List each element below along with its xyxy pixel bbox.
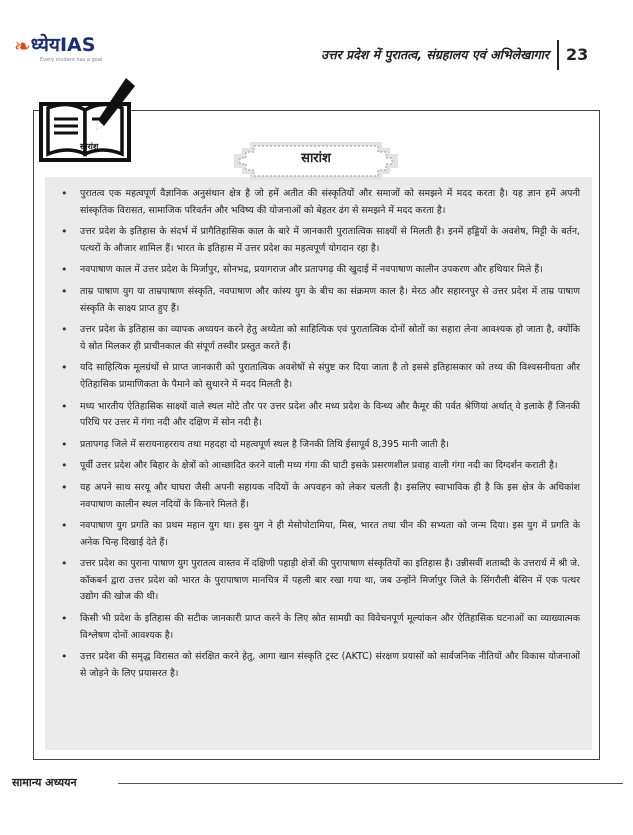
open-book-pen-icon [38, 74, 138, 166]
footer-label: सामान्य अध्ययन [12, 776, 77, 789]
list-item: • उत्तर प्रदेश के इतिहास के संदर्भ में प्रागैतिहासिक काल के बारे में जानकारी पुरातात्विक साक्ष्यों से मिलती है। इनमें हड्डियों के अवशेष, मिट्टी के बर्तन, पत्थरों के औजार शामिल हैं। भारत के इतिहास में उत्तर प्रदेश का महत्वपूर्ण योगदान रहा है। [54, 224, 580, 257]
list-item: • उत्तर प्रदेश का पुराना पाषाण युग पुरातत्व वास्तव में दक्षिणी पहाड़ी क्षेत्रों की पुरापाषाण संस्कृतियों का इतिहास है। उन्नीसवीं शताब्दी के उत्तरार्ध में श्री जे. कॉकबर्न द्वारा उत्तर प्रदेश को भारत के पुरापाषाण मानचित्र में पहली बार रखा गया था, जब उन्होंने मिर्जापुर जिले के सिंगरौली बेसिन में एक पत्थर उद्योग की खोज की थी। [54, 556, 580, 606]
list-item: • ताम्र पाषाण युग या ताम्रपाषाण संस्कृति, नवपाषाण और कांस्य युग के बीच का संक्रमण काल है। मेरठ और सहारनपुर से उत्तर प्रदेश में ताम्र पाषाण संस्कृति के साक्ष्य प्राप्त हुए हैं। [54, 284, 580, 317]
list-item: • प्रतापगढ़ जिले में सरायनाहरराय तथा महदहा दो महत्वपूर्ण स्थल है जिनकी तिथि ईसापूर्व 8,395 मानी जाती है। [54, 437, 580, 454]
list-item: • नवपाषाण काल में उत्तर प्रदेश के मिर्जापुर, सोनभद्र, प्रयागराज और प्रतापगढ़ की खुदाई में नवपाषाण कालीन उपकरण और हथियार मिले हैं। [54, 262, 580, 279]
list-item: • नवपाषाण युग प्रगति का प्रथम महान युग था। इस युग ने ही मेसोपोटामिया, मिस्र, भारत तथा चीन की सभ्यता को जन्म दिया। इस युग में प्रगति के अनेक चिन्ह दिखाई देते हैं। [54, 518, 580, 551]
list-item: • पुरातत्व एक महत्वपूर्ण वैज्ञानिक अनुसंधान क्षेत्र है जो हमें अतीत की संस्कृतियों और समाजों को समझने में मदद करता है। यह ज्ञान हमें अपनी सांस्कृतिक विरासत, सामाजिक परिवर्तन और भविष्य की योजनाओं को बेहतर ढंग से समझने में मदद करता है। [54, 186, 580, 219]
brand-logo [14, 34, 103, 63]
logo-wordmark [31, 34, 96, 56]
section-icon-label: सारांश [80, 142, 99, 151]
list-item: • यदि साहित्यिक मूलग्रंथों से प्राप्त जानकारी को पुरातात्विक अवशेषों से संपुष्ट कर दिया जाता है तो इससे इतिहासकार को तथ्य की विश्वसनीयता और ऐतिहासिक प्रामाणिकता के पैमाने को सुधारने में मदद मिलती है। [54, 360, 580, 393]
page-number: 23 [566, 45, 589, 64]
logo-main-text: ध्येय [30, 34, 60, 56]
list-item: • मध्य भारतीय ऐतिहासिक साक्ष्यों वाले स्थल मोटे तौर पर उत्तर प्रदेश और मध्य प्रदेश के विन्ध्य और कैमूर की पर्वत श्रेणियां अर्थात् वे इलाके हैं जिनकी परिधि पर उत्तर में गंगा नदी और दक्षिण में सोन नदी है। [54, 399, 580, 432]
section-title: सारांश [301, 151, 331, 166]
list-item: • उत्तर प्रदेश के इतिहास का व्यापक अध्ययन करने हेतु अध्येता को साहित्यिक एवं पुरातात्विक दोनों स्रोतों का सहारा लेना आवश्यक हो जाता है, क्योंकि ये स्रोत मिलकर ही प्राचीनकाल की संपूर्ण तस्वीर प्रस्तुत करते हैं। [54, 322, 580, 355]
header-divider [557, 40, 559, 70]
list-item: • यह अपने साथ सरयू और घाघरा जैसी अपनी सहायक नदियों के अपवहन को लेकर चलती है। इसलिए स्वाभाविक ही है कि इस क्षेत्र के अधिकांश नवपाषाण कालीन स्थल नदियों के किनारे मिलते हैं। [54, 480, 580, 513]
list-item: • उत्तर प्रदेश की समृद्ध विरासत को संरक्षित करने हेतु, आगा खान संस्कृति ट्रस्ट (AKTC) संरक्षण प्रयासों को सार्वजनिक नीतियों और विकास योजनाओं से जोड़ने के लिए प्रयासरत है। [54, 649, 580, 682]
logo-tagline: Every student has a goal [40, 57, 103, 63]
footer-rule [118, 783, 623, 784]
flame-icon: ❧ [14, 34, 31, 58]
logo-suffix: IAS [59, 34, 96, 56]
running-title: उत्तर प्रदेश में पुरातत्व, संग्रहालय एवं अभिलेखागार [321, 47, 549, 62]
list-item: • किसी भी प्रदेश के इतिहास की सटीक जानकारी प्राप्त करने के लिए स्रोत सामग्री का विवेचनपूर्ण मूल्यांकन और ऐतिहासिक घटनाओं का व्याख्यात्मक विश्लेषण दोनों आवश्यक है। [54, 611, 580, 644]
list-item: • पूर्वी उत्तर प्रदेश और बिहार के क्षेत्रों को आच्छादित करने वाली मध्य गंगा की घाटी इसके प्रसरणशील प्रवाह वाली गंगा नदी का दिग्दर्शन कराती है। [54, 458, 580, 475]
summary-list [54, 186, 580, 687]
